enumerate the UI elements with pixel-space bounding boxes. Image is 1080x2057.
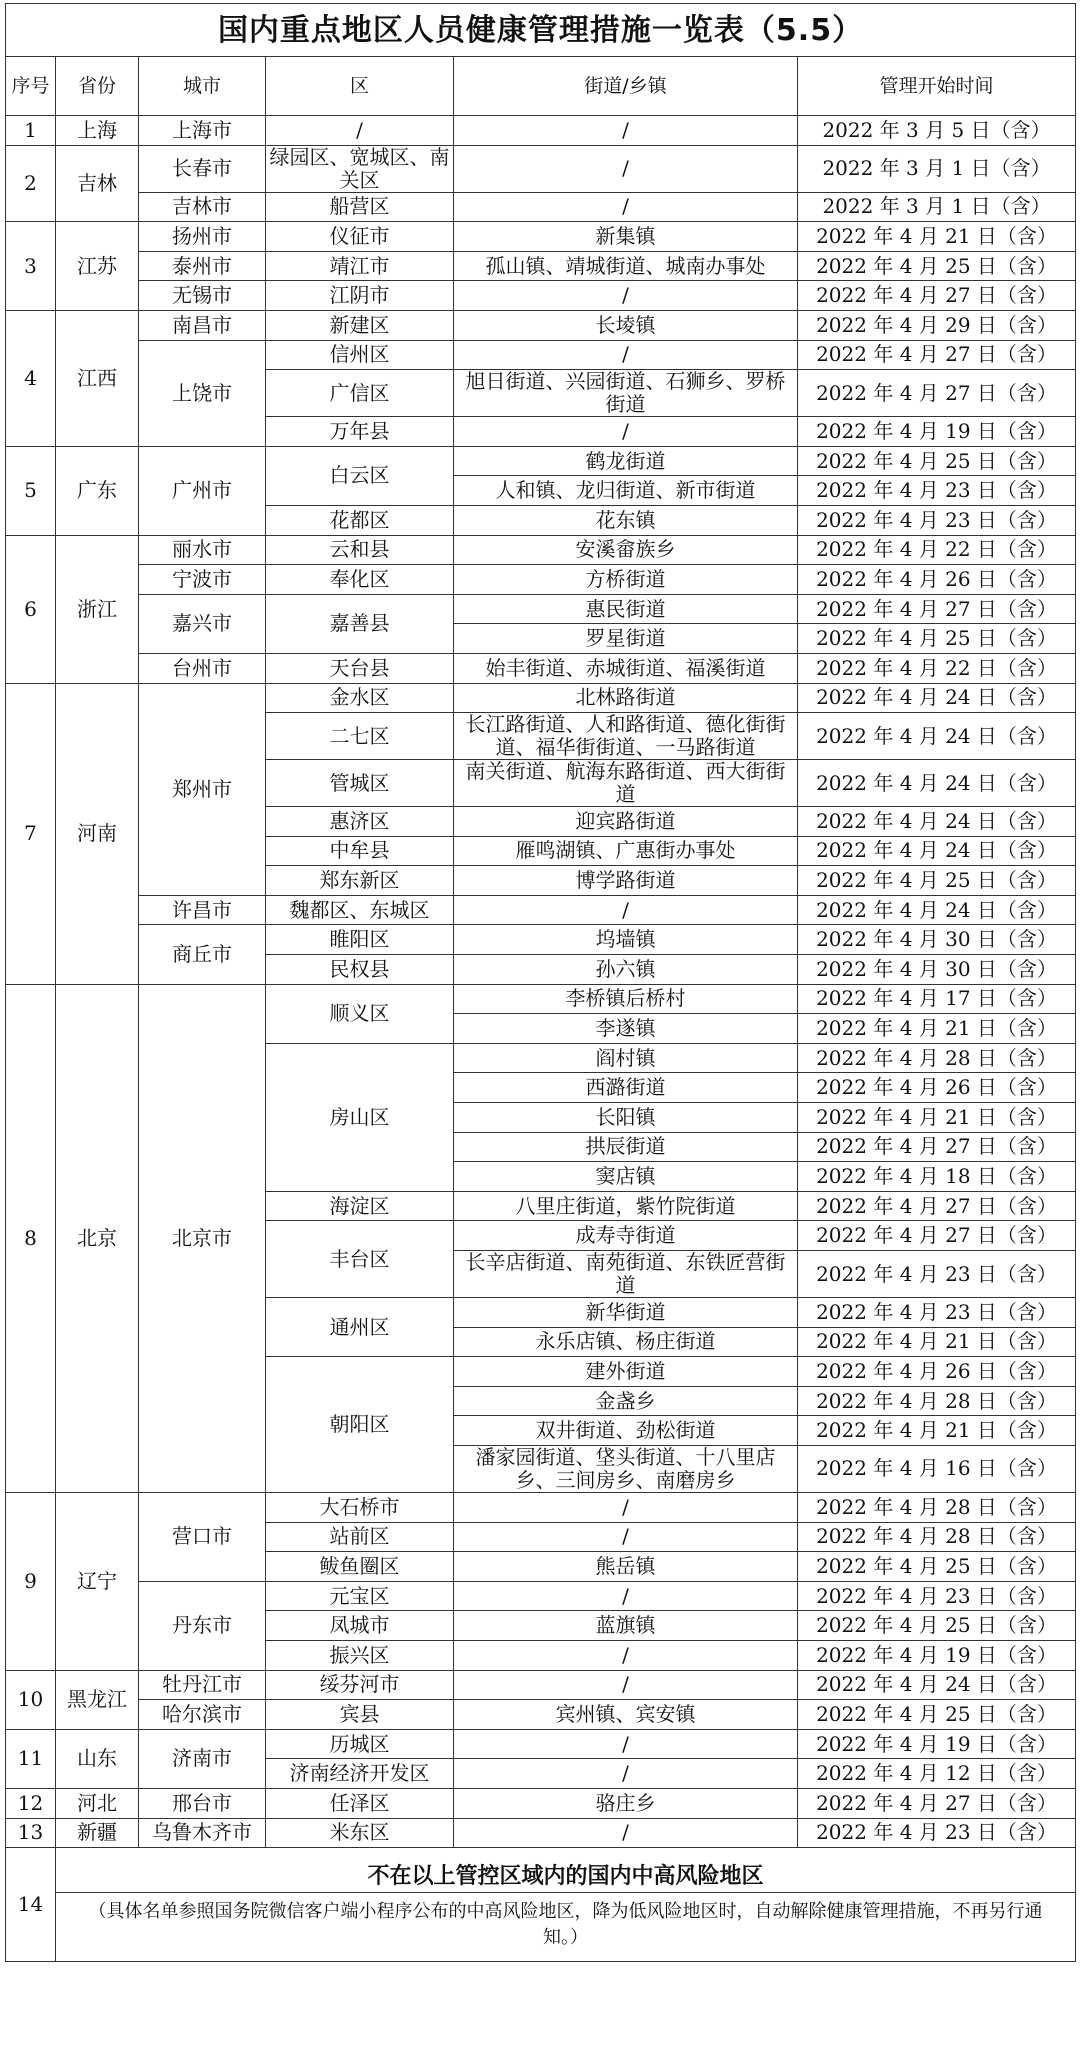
footer-sub-text: （具体名单参照国务院微信客户端小程序公布的中高风险地区，降为低风险地区时，自动解除健康管理措施，不再另行通知。） bbox=[56, 1893, 1076, 1962]
street-cell: / bbox=[454, 145, 798, 192]
street-cell: 孙六镇 bbox=[454, 955, 798, 985]
start-time-cell: 2022 年 4 月 25 日（含） bbox=[798, 1700, 1076, 1730]
street-cell: 博学路街道 bbox=[454, 866, 798, 896]
street-cell: 方桥街道 bbox=[454, 565, 798, 595]
start-time-cell: 2022 年 4 月 27 日（含） bbox=[798, 1788, 1076, 1818]
district-cell: 大石桥市 bbox=[266, 1492, 454, 1522]
street-cell: 窦店镇 bbox=[454, 1162, 798, 1192]
street-cell: / bbox=[454, 1522, 798, 1552]
district-cell: 房山区 bbox=[266, 1043, 454, 1191]
measures-table bbox=[5, 3, 1076, 1962]
district-cell: 花都区 bbox=[266, 505, 454, 535]
start-time-cell: 2022 年 3 月 1 日（含） bbox=[798, 192, 1076, 222]
start-time-cell: 2022 年 4 月 27 日（含） bbox=[798, 594, 1076, 624]
street-cell: 阎村镇 bbox=[454, 1043, 798, 1073]
start-time-cell: 2022 年 4 月 28 日（含） bbox=[798, 1522, 1076, 1552]
start-time-cell: 2022 年 4 月 25 日（含） bbox=[798, 624, 1076, 654]
street-cell: 北林路街道 bbox=[454, 683, 798, 713]
province-cell: 吉林 bbox=[56, 145, 139, 222]
city-cell: 牡丹江市 bbox=[139, 1670, 266, 1700]
street-cell: 惠民街道 bbox=[454, 594, 798, 624]
table-row bbox=[6, 446, 1076, 476]
district-cell: 惠济区 bbox=[266, 807, 454, 837]
table-row bbox=[6, 116, 1076, 146]
start-time-cell: 2022 年 4 月 25 日（含） bbox=[798, 446, 1076, 476]
city-cell: 广州市 bbox=[139, 446, 266, 535]
street-cell: 成寿寺街道 bbox=[454, 1221, 798, 1251]
district-cell: 鲅鱼圈区 bbox=[266, 1552, 454, 1582]
footer-no: 14 bbox=[6, 1848, 56, 1962]
street-cell: / bbox=[454, 1818, 798, 1848]
start-time-cell: 2022 年 4 月 23 日（含） bbox=[798, 476, 1076, 506]
start-time-cell: 2022 年 4 月 27 日（含） bbox=[798, 1221, 1076, 1251]
header-province: 省份 bbox=[56, 57, 139, 116]
start-time-cell: 2022 年 4 月 22 日（含） bbox=[798, 535, 1076, 565]
street-cell: 长辛店街道、南苑街道、东铁匠营街道 bbox=[454, 1251, 798, 1298]
start-time-cell: 2022 年 4 月 26 日（含） bbox=[798, 565, 1076, 595]
street-cell: 人和镇、龙归街道、新市街道 bbox=[454, 476, 798, 506]
province-cell: 河北 bbox=[56, 1788, 139, 1818]
street-cell: 鹤龙街道 bbox=[454, 446, 798, 476]
province-cell: 辽宁 bbox=[56, 1492, 139, 1670]
street-cell: 潘家园街道、垡头街道、十八里店乡、三间房乡、南磨房乡 bbox=[454, 1445, 798, 1492]
row-number-cell: 8 bbox=[6, 984, 56, 1492]
page-title: 国内重点地区人员健康管理措施一览表（5.5） bbox=[6, 4, 1076, 57]
district-cell: 顺义区 bbox=[266, 984, 454, 1043]
province-cell: 上海 bbox=[56, 116, 139, 146]
street-cell: / bbox=[454, 1759, 798, 1789]
district-cell: 新建区 bbox=[266, 310, 454, 340]
table-row bbox=[6, 1729, 1076, 1759]
footer-sub-row bbox=[6, 1893, 1076, 1962]
start-time-cell: 2022 年 4 月 28 日（含） bbox=[798, 1386, 1076, 1416]
city-cell: 台州市 bbox=[139, 653, 266, 683]
street-cell: / bbox=[454, 895, 798, 925]
district-cell: 万年县 bbox=[266, 417, 454, 447]
row-number-cell: 7 bbox=[6, 683, 56, 984]
start-time-cell: 2022 年 4 月 25 日（含） bbox=[798, 251, 1076, 281]
header-time: 管理开始时间 bbox=[798, 57, 1076, 116]
start-time-cell: 2022 年 4 月 18 日（含） bbox=[798, 1162, 1076, 1192]
table-row bbox=[6, 1581, 1076, 1611]
start-time-cell: 2022 年 4 月 21 日（含） bbox=[798, 1103, 1076, 1133]
city-cell: 郑州市 bbox=[139, 683, 266, 895]
start-time-cell: 2022 年 4 月 25 日（含） bbox=[798, 1552, 1076, 1582]
start-time-cell: 2022 年 4 月 24 日（含） bbox=[798, 683, 1076, 713]
district-cell: 信州区 bbox=[266, 340, 454, 370]
district-cell: 嘉善县 bbox=[266, 594, 454, 653]
street-cell: / bbox=[454, 116, 798, 146]
city-cell: 丹东市 bbox=[139, 1581, 266, 1670]
city-cell: 长春市 bbox=[139, 145, 266, 192]
city-cell: 乌鲁木齐市 bbox=[139, 1818, 266, 1848]
start-time-cell: 2022 年 4 月 24 日（含） bbox=[798, 760, 1076, 807]
province-cell: 山东 bbox=[56, 1729, 139, 1788]
city-cell: 商丘市 bbox=[139, 925, 266, 984]
start-time-cell: 2022 年 4 月 24 日（含） bbox=[798, 807, 1076, 837]
row-number-cell: 10 bbox=[6, 1670, 56, 1729]
table-row bbox=[6, 310, 1076, 340]
district-cell: 睢阳区 bbox=[266, 925, 454, 955]
start-time-cell: 2022 年 4 月 17 日（含） bbox=[798, 984, 1076, 1014]
row-number-cell: 12 bbox=[6, 1788, 56, 1818]
row-number-cell: 4 bbox=[6, 310, 56, 446]
city-cell: 无锡市 bbox=[139, 281, 266, 311]
street-cell: 宾州镇、宾安镇 bbox=[454, 1700, 798, 1730]
district-cell: 中牟县 bbox=[266, 836, 454, 866]
street-cell: 始丰街道、赤城街道、福溪街道 bbox=[454, 653, 798, 683]
header-city: 城市 bbox=[139, 57, 266, 116]
city-cell: 宁波市 bbox=[139, 565, 266, 595]
table-row bbox=[6, 281, 1076, 311]
district-cell: 通州区 bbox=[266, 1298, 454, 1357]
city-cell: 许昌市 bbox=[139, 895, 266, 925]
street-cell: 南关街道、航海东路街道、西大街街道 bbox=[454, 760, 798, 807]
table-row bbox=[6, 984, 1076, 1014]
district-cell: 绥芬河市 bbox=[266, 1670, 454, 1700]
row-number-cell: 1 bbox=[6, 116, 56, 146]
table-row bbox=[6, 251, 1076, 281]
table-footer bbox=[6, 1848, 1076, 1962]
city-cell: 上海市 bbox=[139, 116, 266, 146]
district-cell: 二七区 bbox=[266, 713, 454, 760]
district-cell: 米东区 bbox=[266, 1818, 454, 1848]
start-time-cell: 2022 年 3 月 5 日（含） bbox=[798, 116, 1076, 146]
table-row bbox=[6, 535, 1076, 565]
table-row bbox=[6, 1670, 1076, 1700]
district-cell: 奉化区 bbox=[266, 565, 454, 595]
district-cell: 郑东新区 bbox=[266, 866, 454, 896]
street-cell: 熊岳镇 bbox=[454, 1552, 798, 1582]
street-cell: 长江路街道、人和路街道、德化街街道、福华街街道、一马路街道 bbox=[454, 713, 798, 760]
district-cell: 天台县 bbox=[266, 653, 454, 683]
row-number-cell: 5 bbox=[6, 446, 56, 535]
start-time-cell: 2022 年 4 月 27 日（含） bbox=[798, 370, 1076, 417]
district-cell: 朝阳区 bbox=[266, 1357, 454, 1493]
start-time-cell: 2022 年 4 月 24 日（含） bbox=[798, 713, 1076, 760]
health-management-sheet bbox=[5, 3, 1075, 1962]
street-cell: 罗星街道 bbox=[454, 624, 798, 654]
start-time-cell: 2022 年 4 月 16 日（含） bbox=[798, 1445, 1076, 1492]
district-cell: 站前区 bbox=[266, 1522, 454, 1552]
start-time-cell: 2022 年 4 月 21 日（含） bbox=[798, 1416, 1076, 1446]
street-cell: / bbox=[454, 1581, 798, 1611]
district-cell: 绿园区、宽城区、南关区 bbox=[266, 145, 454, 192]
street-cell: 新集镇 bbox=[454, 222, 798, 252]
city-cell: 济南市 bbox=[139, 1729, 266, 1788]
table-row bbox=[6, 1818, 1076, 1848]
street-cell: / bbox=[454, 417, 798, 447]
street-cell: 骆庄乡 bbox=[454, 1788, 798, 1818]
district-cell: 船营区 bbox=[266, 192, 454, 222]
province-cell: 浙江 bbox=[56, 535, 139, 683]
street-cell: 长堎镇 bbox=[454, 310, 798, 340]
province-cell: 黑龙江 bbox=[56, 1670, 139, 1729]
street-cell: 永乐店镇、杨庄街道 bbox=[454, 1327, 798, 1357]
table-row bbox=[6, 895, 1076, 925]
start-time-cell: 2022 年 4 月 26 日（含） bbox=[798, 1073, 1076, 1103]
start-time-cell: 2022 年 4 月 24 日（含） bbox=[798, 836, 1076, 866]
street-cell: / bbox=[454, 281, 798, 311]
start-time-cell: 2022 年 4 月 23 日（含） bbox=[798, 1581, 1076, 1611]
city-cell: 南昌市 bbox=[139, 310, 266, 340]
start-time-cell: 2022 年 4 月 26 日（含） bbox=[798, 1357, 1076, 1387]
row-number-cell: 6 bbox=[6, 535, 56, 683]
district-cell: 海淀区 bbox=[266, 1191, 454, 1221]
street-cell: 花东镇 bbox=[454, 505, 798, 535]
start-time-cell: 2022 年 4 月 21 日（含） bbox=[798, 1327, 1076, 1357]
row-number-cell: 13 bbox=[6, 1818, 56, 1848]
street-cell: 迎宾路街道 bbox=[454, 807, 798, 837]
street-cell: 雁鸣湖镇、广惠街办事处 bbox=[454, 836, 798, 866]
start-time-cell: 2022 年 4 月 19 日（含） bbox=[798, 1729, 1076, 1759]
street-cell: 蓝旗镇 bbox=[454, 1611, 798, 1641]
footer-main-text: 不在以上管控区域内的国内中高风险地区 bbox=[56, 1848, 1076, 1893]
city-cell: 营口市 bbox=[139, 1492, 266, 1581]
city-cell: 扬州市 bbox=[139, 222, 266, 252]
header-row bbox=[6, 57, 1076, 116]
header-district: 区 bbox=[266, 57, 454, 116]
district-cell: 历城区 bbox=[266, 1729, 454, 1759]
start-time-cell: 2022 年 4 月 25 日（含） bbox=[798, 866, 1076, 896]
district-cell: 丰台区 bbox=[266, 1221, 454, 1298]
street-cell: 安溪畲族乡 bbox=[454, 535, 798, 565]
district-cell: 宾县 bbox=[266, 1700, 454, 1730]
district-cell: 魏都区、东城区 bbox=[266, 895, 454, 925]
start-time-cell: 2022 年 4 月 27 日（含） bbox=[798, 281, 1076, 311]
street-cell: / bbox=[454, 1492, 798, 1522]
table-row bbox=[6, 683, 1076, 713]
row-number-cell: 3 bbox=[6, 222, 56, 311]
start-time-cell: 2022 年 4 月 27 日（含） bbox=[798, 340, 1076, 370]
street-cell: / bbox=[454, 1729, 798, 1759]
city-cell: 泰州市 bbox=[139, 251, 266, 281]
street-cell: 双井街道、劲松街道 bbox=[454, 1416, 798, 1446]
start-time-cell: 2022 年 4 月 27 日（含） bbox=[798, 1191, 1076, 1221]
row-number-cell: 2 bbox=[6, 145, 56, 222]
start-time-cell: 2022 年 4 月 24 日（含） bbox=[798, 895, 1076, 925]
table-row bbox=[6, 222, 1076, 252]
street-cell: 八里庄街道，紫竹院街道 bbox=[454, 1191, 798, 1221]
street-cell: 坞墙镇 bbox=[454, 925, 798, 955]
start-time-cell: 2022 年 4 月 30 日（含） bbox=[798, 955, 1076, 985]
street-cell: 金盏乡 bbox=[454, 1386, 798, 1416]
district-cell: 元宝区 bbox=[266, 1581, 454, 1611]
district-cell: 凤城市 bbox=[266, 1611, 454, 1641]
district-cell: / bbox=[266, 116, 454, 146]
street-cell: 长阳镇 bbox=[454, 1103, 798, 1133]
city-cell: 吉林市 bbox=[139, 192, 266, 222]
district-cell: 白云区 bbox=[266, 446, 454, 505]
table-row bbox=[6, 340, 1076, 370]
start-time-cell: 2022 年 4 月 22 日（含） bbox=[798, 653, 1076, 683]
district-cell: 金水区 bbox=[266, 683, 454, 713]
district-cell: 仪征市 bbox=[266, 222, 454, 252]
district-cell: 济南经济开发区 bbox=[266, 1759, 454, 1789]
start-time-cell: 2022 年 4 月 12 日（含） bbox=[798, 1759, 1076, 1789]
start-time-cell: 2022 年 4 月 29 日（含） bbox=[798, 310, 1076, 340]
start-time-cell: 2022 年 4 月 28 日（含） bbox=[798, 1492, 1076, 1522]
street-cell: 新华街道 bbox=[454, 1298, 798, 1328]
district-cell: 任泽区 bbox=[266, 1788, 454, 1818]
start-time-cell: 2022 年 4 月 24 日（含） bbox=[798, 1670, 1076, 1700]
street-cell: / bbox=[454, 192, 798, 222]
start-time-cell: 2022 年 4 月 21 日（含） bbox=[798, 222, 1076, 252]
table-row bbox=[6, 1492, 1076, 1522]
table-row bbox=[6, 192, 1076, 222]
street-cell: / bbox=[454, 1640, 798, 1670]
table-row bbox=[6, 565, 1076, 595]
street-cell: 建外街道 bbox=[454, 1357, 798, 1387]
header-no: 序号 bbox=[6, 57, 56, 116]
footer-row bbox=[6, 1848, 1076, 1893]
street-cell: 孤山镇、靖城街道、城南办事处 bbox=[454, 251, 798, 281]
district-cell: 管城区 bbox=[266, 760, 454, 807]
street-cell: / bbox=[454, 1670, 798, 1700]
street-cell: 旭日街道、兴园街道、石狮乡、罗桥街道 bbox=[454, 370, 798, 417]
district-cell: 振兴区 bbox=[266, 1640, 454, 1670]
start-time-cell: 2022 年 4 月 19 日（含） bbox=[798, 1640, 1076, 1670]
city-cell: 嘉兴市 bbox=[139, 594, 266, 653]
province-cell: 江西 bbox=[56, 310, 139, 446]
header-street: 街道/乡镇 bbox=[454, 57, 798, 116]
start-time-cell: 2022 年 3 月 1 日（含） bbox=[798, 145, 1076, 192]
city-cell: 邢台市 bbox=[139, 1788, 266, 1818]
province-cell: 江苏 bbox=[56, 222, 139, 311]
table-row bbox=[6, 594, 1076, 624]
start-time-cell: 2022 年 4 月 25 日（含） bbox=[798, 1611, 1076, 1641]
city-cell: 上饶市 bbox=[139, 340, 266, 446]
table-row bbox=[6, 653, 1076, 683]
province-cell: 新疆 bbox=[56, 1818, 139, 1848]
table-row bbox=[6, 1788, 1076, 1818]
street-cell: 拱辰街道 bbox=[454, 1132, 798, 1162]
start-time-cell: 2022 年 4 月 23 日（含） bbox=[798, 1298, 1076, 1328]
row-number-cell: 9 bbox=[6, 1492, 56, 1670]
street-cell: 李遂镇 bbox=[454, 1014, 798, 1044]
table-row bbox=[6, 1700, 1076, 1730]
start-time-cell: 2022 年 4 月 28 日（含） bbox=[798, 1043, 1076, 1073]
start-time-cell: 2022 年 4 月 21 日（含） bbox=[798, 1014, 1076, 1044]
street-cell: 李桥镇后桥村 bbox=[454, 984, 798, 1014]
street-cell: / bbox=[454, 340, 798, 370]
start-time-cell: 2022 年 4 月 27 日（含） bbox=[798, 1132, 1076, 1162]
table-row bbox=[6, 145, 1076, 192]
row-number-cell: 11 bbox=[6, 1729, 56, 1788]
table-row bbox=[6, 925, 1076, 955]
table-body bbox=[6, 4, 1076, 1848]
start-time-cell: 2022 年 4 月 19 日（含） bbox=[798, 417, 1076, 447]
district-cell: 民权县 bbox=[266, 955, 454, 985]
city-cell: 丽水市 bbox=[139, 535, 266, 565]
street-cell: 西潞街道 bbox=[454, 1073, 798, 1103]
city-cell: 哈尔滨市 bbox=[139, 1700, 266, 1730]
district-cell: 云和县 bbox=[266, 535, 454, 565]
city-cell: 北京市 bbox=[139, 984, 266, 1492]
province-cell: 河南 bbox=[56, 683, 139, 984]
province-cell: 北京 bbox=[56, 984, 139, 1492]
start-time-cell: 2022 年 4 月 30 日（含） bbox=[798, 925, 1076, 955]
district-cell: 江阴市 bbox=[266, 281, 454, 311]
start-time-cell: 2022 年 4 月 23 日（含） bbox=[798, 1251, 1076, 1298]
start-time-cell: 2022 年 4 月 23 日（含） bbox=[798, 505, 1076, 535]
province-cell: 广东 bbox=[56, 446, 139, 535]
district-cell: 广信区 bbox=[266, 370, 454, 417]
start-time-cell: 2022 年 4 月 23 日（含） bbox=[798, 1818, 1076, 1848]
district-cell: 靖江市 bbox=[266, 251, 454, 281]
